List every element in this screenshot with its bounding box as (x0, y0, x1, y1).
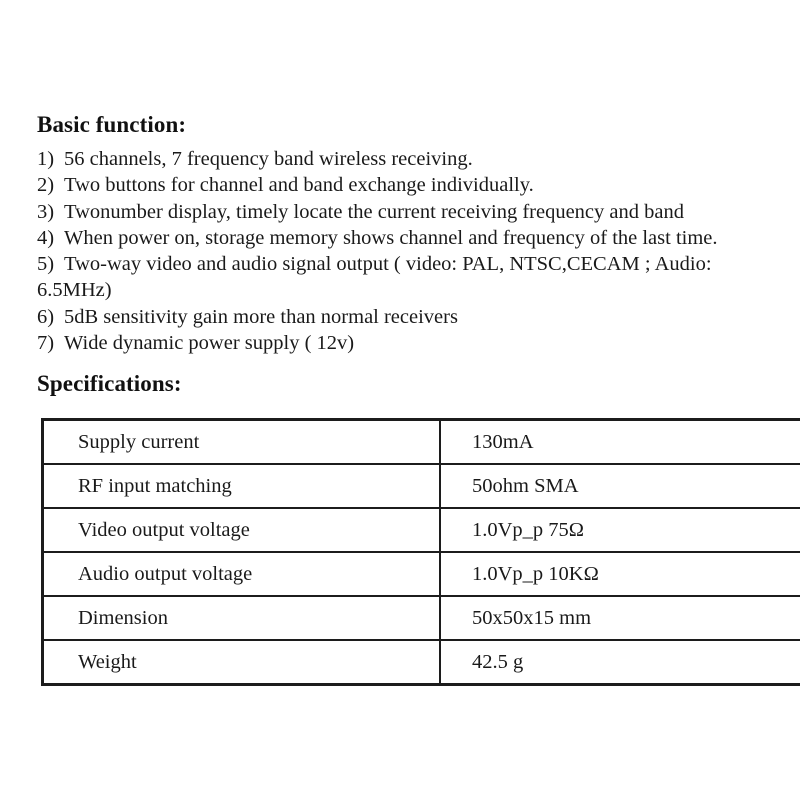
spec-value: 1.0Vp_p 75Ω (440, 508, 800, 552)
list-item-text: 56 channels, 7 frequency band wireless receiving. (64, 148, 473, 170)
list-item-text: Wide dynamic power supply ( 12v) (64, 332, 355, 355)
list-item (37, 330, 782, 356)
table-row (43, 640, 800, 685)
list-item-marker: 1) (37, 148, 55, 170)
list-item-continuation: 6.5MHz) (37, 279, 112, 302)
basic-function-list (37, 146, 782, 356)
list-item (37, 225, 782, 251)
list-item-text: Two buttons for channel and band exchange individually. (64, 174, 534, 197)
table-row (43, 596, 800, 640)
table-row (43, 508, 800, 552)
spec-value: 50ohm SMA (440, 464, 800, 508)
table-row (43, 552, 800, 596)
spec-label: Audio output voltage (43, 552, 441, 596)
list-item (37, 172, 782, 198)
list-item-marker: 3) (37, 200, 55, 223)
specifications-heading: Specifications: (37, 371, 182, 396)
list-item-text: Twonumber display, timely locate the current receiving frequency and band (64, 200, 684, 223)
spec-value: 130mA (440, 420, 800, 465)
spec-label: Supply current (43, 420, 441, 465)
list-item (37, 146, 782, 172)
spec-value: 42.5 g (440, 640, 800, 685)
list-item-text: 5dB sensitivity gain more than normal receivers (64, 305, 458, 328)
list-item-marker: 2) (37, 174, 55, 197)
spec-label: Weight (43, 640, 441, 685)
spec-label: Dimension (43, 596, 441, 640)
spec-value: 1.0Vp_p 10KΩ (440, 552, 800, 596)
table-row (43, 420, 800, 465)
spec-label: RF input matching (43, 464, 441, 508)
list-item-text: When power on, storage memory shows channel and frequency of the last time. (64, 226, 718, 249)
specifications-table (41, 418, 800, 686)
spec-label: Video output voltage (43, 508, 441, 552)
basic-function-heading: Basic function: (37, 112, 187, 137)
list-item-marker: 5) (37, 253, 55, 276)
list-item (37, 304, 782, 330)
list-item (37, 199, 782, 225)
list-item-marker: 6) (37, 305, 55, 328)
spec-value: 50x50x15 mm (440, 596, 800, 640)
table-row (43, 464, 800, 508)
list-item-marker: 7) (37, 332, 55, 355)
list-item (37, 251, 782, 277)
list-item-marker: 4) (37, 226, 55, 249)
list-item-text: Two-way video and audio signal output ( video: PAL, NTSC,CECAM ; Audio: (64, 253, 712, 276)
